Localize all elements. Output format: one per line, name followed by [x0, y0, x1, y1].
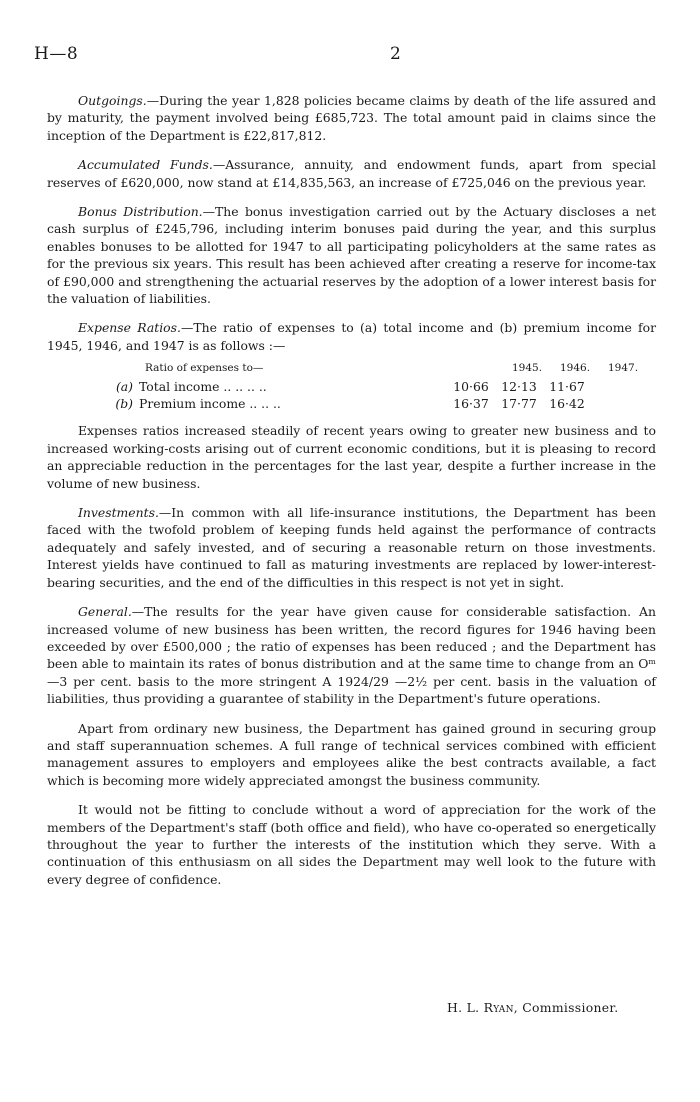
paragraph-bonus-distribution: [47, 203, 656, 307]
paragraph-text: Apart from ordinary new business, the Department has gained ground in securing group and staff superannuation schemes. A full range of technical services combined with efficient management assures to employers and employees alike the best contracts available, a fact which is becoming more widely appreciated amongst the business community.: [47, 720, 656, 788]
table-heading: Ratio of expenses to—: [145, 362, 264, 375]
paragraph-text: —The results for the year have given cause for considerable satisfaction. An increased volume of new business has been written, the record figures for 1946 having been exceeded by over £500,000 ; the ratio of expenses has been reduced ; and the Department has been able to maintain its rates of bonus distribution and at the same time to change from an Oᵐ —3 per cent. basis to the more stringent A 1924/29 —2½ per cent. basis in the valuation of liabilities, thus providing a guarantee of stability in the Department's future operations.: [47, 604, 656, 707]
table-row-total-income: [47, 378, 656, 395]
page-number: 2: [390, 44, 401, 64]
paragraph-group-schemes: [47, 720, 656, 790]
paragraph-appreciation: [47, 801, 656, 888]
row-letter: (b): [115, 396, 133, 412]
row-letter: (a): [115, 378, 133, 394]
paragraph-investments: [47, 504, 656, 591]
row-label: Total income .. .. .. ..: [139, 378, 267, 394]
year-header-1946: 1946.: [559, 362, 591, 375]
value-1946: 12·13: [501, 378, 537, 394]
expense-ratio-table: [47, 360, 656, 412]
value-1945: 10·66: [453, 378, 489, 394]
paragraph-text: —During the year 1,828 policies became claims by death of the life assured and by maturity, the payment involved being £685,723. The total amount paid in claims since the inception of the Department is £22,817,812.: [47, 93, 656, 143]
table-row-premium-income: [47, 395, 656, 412]
paragraph-accumulated-funds: [47, 156, 656, 191]
page-header: [34, 44, 666, 68]
paragraph-outgoings: [47, 92, 656, 144]
paragraph-expense-ratios: [47, 319, 656, 354]
paragraph-text: —Assurance, annuity, and endowment funds, apart from special reserves of £620,000, now stand at £14,835,563, an increase of £725,046 on the previous year.: [47, 157, 657, 190]
paragraph-lead: Expense Ratios.: [78, 320, 181, 336]
paragraph-lead: Bonus Distribution.: [78, 204, 203, 220]
paragraph-lead: Investments.: [78, 505, 159, 521]
paragraph-text: Expenses ratios increased steadily of recent years owing to greater new business and to increased working-costs arising out of current economic conditions, but it is pleasing to record an appreciable reduction in the percentages for the last year, despite a further increase in the volume of new business.: [47, 423, 656, 491]
signatory-title: , Commissioner.: [513, 1000, 619, 1015]
row-label: Premium income .. .. ..: [139, 396, 281, 412]
document-reference: H—8: [34, 44, 79, 64]
value-1945: 16·37: [453, 396, 489, 412]
paragraph-text: —The bonus investigation carried out by the Actuary discloses a net cash surplus of £245,796, including interim bonuses paid during the year, and this surplus enables bonuses to be allotted for 1947 to all participating policyholders at the same rates as for the previous six years. This result has been achieved after creating a reserve for income-tax of £90,000 and strengthening the actuarial reserves by the adoption of a lower interest basis for the valuation of liabilities.: [47, 204, 656, 307]
paragraph-text: —In common with all life-insurance institutions, the Department has been faced with the twofold problem of keeping funds held against the performance of contracts adequately and safely invested, and of securing a reasonable return on those investments. Interest yields have continued to fall as maturing investments are replaced by lower-interest-bearing securities, and the end of the difficulties in this respect is not yet in sight.: [47, 505, 656, 590]
paragraph-expenses-trend: [47, 422, 656, 492]
value-1947: 11·67: [549, 378, 585, 394]
signatory-surname: Ryan: [483, 1000, 514, 1015]
paragraph-lead: Accumulated Funds.: [78, 157, 213, 173]
value-1946: 17·77: [501, 396, 537, 412]
table-header-row: [47, 360, 656, 377]
value-1947: 16·42: [549, 396, 585, 412]
year-header-1945: 1945.: [511, 362, 543, 375]
paragraph-general: [47, 603, 656, 707]
paragraph-lead: Outgoings.: [78, 93, 147, 108]
paragraph-text: It would not be fitting to conclude without a word of appreciation for the work of the members of the Department's staff (both office and field), who have co-operated so energetically throughout the year to further the interests of the institution which they serve. With a continuation of this enthusiasm on all sides the Department may well look to the future with every degree of confidence.: [47, 802, 656, 887]
paragraph-text: —The ratio of expenses to (a) total income and (b) premium income for 1945, 1946, and 1947 is as follows :—: [47, 320, 657, 353]
signature-block: [447, 1000, 619, 1015]
signatory-initials: H. L.: [447, 1000, 480, 1015]
document-body: [47, 92, 656, 900]
year-header-1947: 1947.: [607, 362, 639, 375]
paragraph-lead: General.: [78, 604, 132, 620]
